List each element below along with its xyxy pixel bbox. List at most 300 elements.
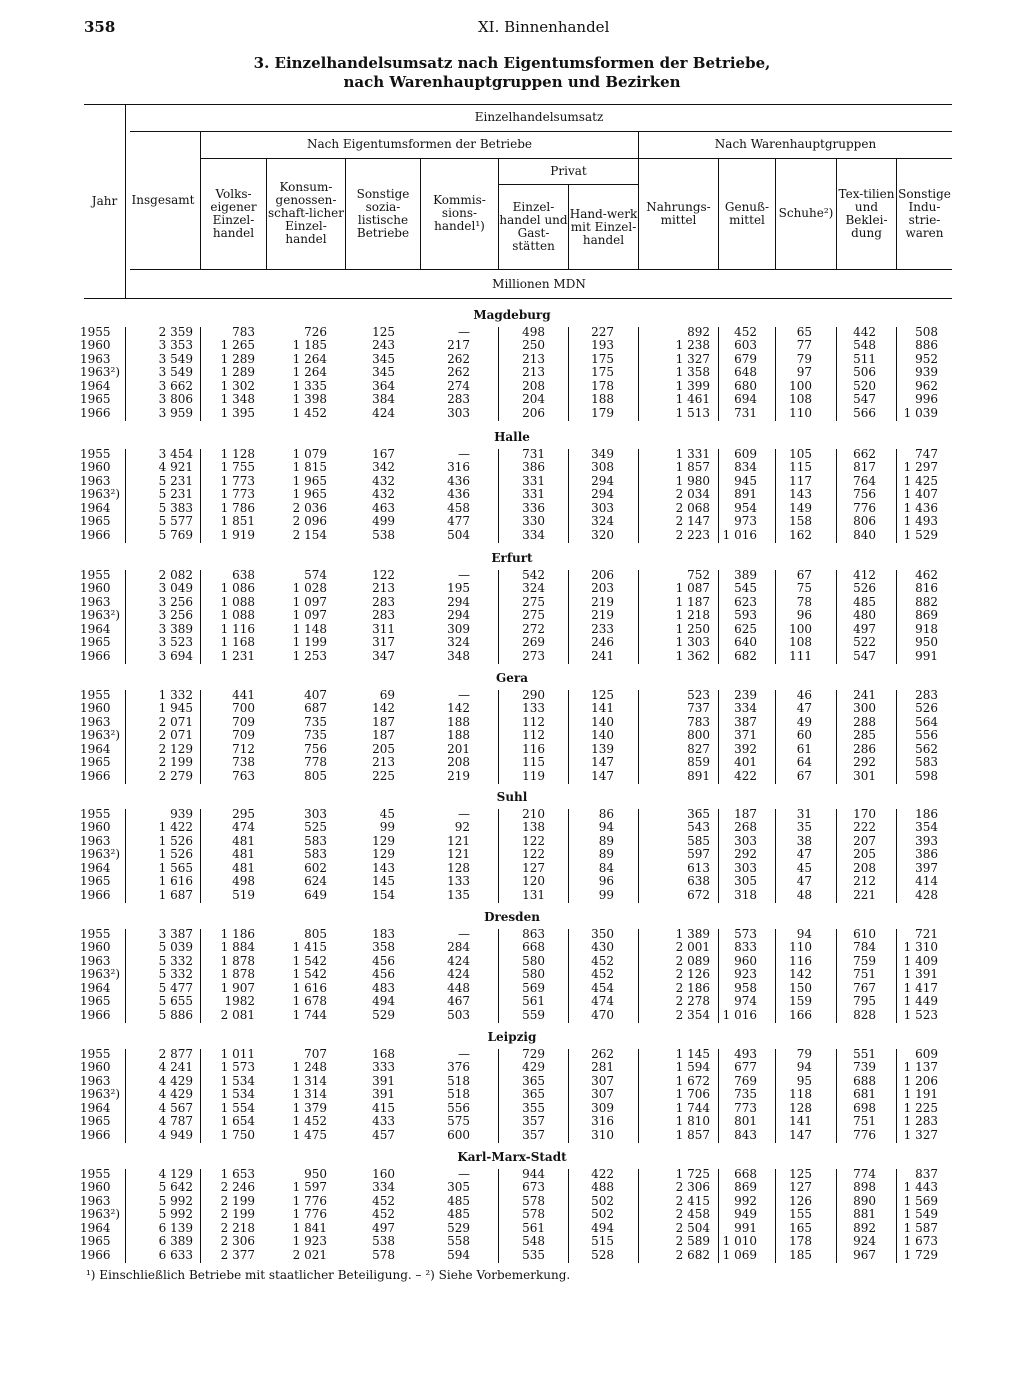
table-cell: 1 673 (903, 1234, 938, 1249)
table-cell: 131 (522, 887, 545, 902)
table-cell: 1 010 (722, 1234, 757, 1249)
table-cell: 967 (853, 1247, 876, 1262)
table-cell: 294 (591, 473, 614, 488)
table-cell: 1 565 (158, 860, 193, 875)
table-cell: 129 (372, 833, 395, 848)
table-cell: 210 (522, 807, 545, 821)
table-cell: 625 (734, 621, 757, 636)
table-cell: 566 (853, 405, 876, 420)
table-cell: 1 395 (220, 405, 255, 420)
table-cell: 1 218 (675, 608, 710, 623)
table-cell: 401 (734, 755, 757, 770)
table-cell: 991 (734, 1220, 757, 1235)
table-cell: 158 (789, 514, 812, 529)
table-cell: 188 (447, 714, 470, 729)
table-cell: 94 (598, 820, 614, 835)
table-cell: 155 (789, 1207, 812, 1222)
block-rule (775, 809, 776, 903)
table-cell: 262 (447, 351, 470, 366)
table-cell: 201 (447, 741, 470, 756)
block-rule (638, 449, 639, 543)
table-cell: 3 353 (158, 338, 193, 353)
table-cell: 79 (796, 1047, 812, 1061)
table-cell: — (458, 447, 470, 461)
table-cell: 2 154 (292, 527, 327, 542)
table-cell: 6 139 (158, 1220, 193, 1235)
table-cell: 954 (734, 500, 757, 515)
year-label: 1966 (80, 648, 111, 663)
table-cell: 526 (915, 701, 938, 716)
table-cell: 365 (522, 1073, 545, 1088)
table-cell: 547 (853, 648, 876, 663)
table-cell: 2 129 (158, 741, 193, 756)
table-cell: 5 231 (158, 473, 193, 488)
table-cell: 3 256 (158, 608, 193, 623)
table-cell: 519 (232, 887, 255, 902)
chapter-heading: XI. Binnenhandel (478, 18, 610, 36)
block-rule (200, 449, 201, 543)
table-cell: 303 (304, 807, 327, 821)
table-cell: 49 (796, 714, 812, 729)
table-cell: 140 (591, 728, 614, 743)
table-cell: 649 (304, 887, 327, 902)
table-cell: 303 (734, 833, 757, 848)
table-cell: 1 815 (292, 460, 327, 475)
table-cell: 1 116 (220, 621, 255, 636)
table-cell: 892 (853, 1220, 876, 1235)
table-cell: 389 (734, 568, 757, 582)
table-cell: 638 (232, 568, 255, 582)
year-label: 1966 (80, 768, 111, 783)
table-cell: 141 (591, 701, 614, 716)
year-label: 1965 (80, 1114, 111, 1129)
table-cell: 290 (522, 688, 545, 702)
table-cell: 1 264 (292, 365, 327, 380)
table-cell: 4 567 (158, 1100, 193, 1115)
table-cell: 311 (372, 621, 395, 636)
table-cell: 348 (447, 648, 470, 663)
table-cell: 960 (734, 953, 757, 968)
table-cell: 1 965 (292, 473, 327, 488)
table-cell: 924 (853, 1234, 876, 1249)
table-cell: 698 (853, 1100, 876, 1115)
block-rule (896, 809, 897, 903)
table-cell: 336 (522, 500, 545, 515)
table-cell: 358 (372, 940, 395, 955)
year-label: 1964 (80, 860, 111, 875)
table-cell: 2 377 (220, 1247, 255, 1262)
table-cell: 712 (232, 741, 255, 756)
table-cell: 397 (915, 860, 938, 875)
table-cell: 3 389 (158, 621, 193, 636)
table-cell: 726 (304, 325, 327, 339)
table-cell: 349 (591, 447, 614, 461)
table-cell: 452 (591, 967, 614, 982)
table-cell: 1 302 (220, 378, 255, 393)
table-cell: 1 314 (292, 1073, 327, 1088)
block-rule (498, 690, 499, 784)
table-cell: 747 (915, 447, 938, 461)
table-cell: — (458, 325, 470, 339)
table-cell: 499 (372, 514, 395, 529)
table-cell: 837 (915, 1167, 938, 1181)
table-cell: 239 (734, 688, 757, 702)
year-label: 1955 (80, 447, 111, 461)
table-cell: 738 (232, 755, 255, 770)
year-label: 1955 (80, 1167, 111, 1181)
table-cell: 31 (796, 807, 812, 821)
year-label: 1955 (80, 927, 111, 941)
table-cell: 1 493 (903, 514, 938, 529)
table-cell: 1 443 (903, 1180, 938, 1195)
table-cell: 69 (379, 688, 395, 702)
block-rule (775, 327, 776, 421)
table-cell: 5 577 (158, 514, 193, 529)
table-cell: — (458, 568, 470, 582)
table-cell: 462 (915, 568, 938, 582)
table-cell: 497 (853, 621, 876, 636)
table-cell: 305 (734, 874, 757, 889)
table-cell: 1 265 (220, 338, 255, 353)
table-cell: 149 (789, 500, 812, 515)
table-cell: 543 (687, 820, 710, 835)
table-cell: 1 415 (292, 940, 327, 955)
table-cell: 640 (734, 635, 757, 650)
table-cell: 1 314 (292, 1087, 327, 1102)
table-cell: 187 (372, 728, 395, 743)
table-cell: 817 (853, 460, 876, 475)
table-cell: 603 (734, 338, 757, 353)
table-cell: 165 (789, 1220, 812, 1235)
table-cell: 345 (372, 351, 395, 366)
table-cell: 1 332 (158, 688, 193, 702)
table-cell: 558 (447, 1234, 470, 1249)
page-number: 358 (84, 18, 116, 36)
table-cell: 456 (372, 967, 395, 982)
table-cell: 78 (796, 594, 812, 609)
table-cell: 1 225 (903, 1100, 938, 1115)
block-rule (568, 449, 569, 543)
table-cell: 334 (372, 1180, 395, 1195)
table-cell: 483 (372, 980, 395, 995)
table-cell: 1 529 (903, 527, 938, 542)
table-cell: 1 206 (903, 1073, 938, 1088)
table-cell: 424 (372, 405, 395, 420)
table-cell: 310 (591, 1127, 614, 1142)
table-cell: 283 (447, 392, 470, 407)
table-cell: 139 (591, 741, 614, 756)
table-cell: 186 (915, 807, 938, 821)
table-cell: 1 534 (220, 1087, 255, 1102)
table-cell: 805 (304, 927, 327, 941)
table-cell: 5 886 (158, 1007, 193, 1022)
table-cell: 1 148 (292, 621, 327, 636)
table-cell: 333 (372, 1060, 395, 1075)
table-cell: 1 750 (220, 1127, 255, 1142)
table-cell: 309 (447, 621, 470, 636)
table-cell: 2 218 (220, 1220, 255, 1235)
table-cell: 1 857 (675, 1127, 710, 1142)
table-cell: 429 (522, 1060, 545, 1075)
table-cell: 160 (372, 1167, 395, 1181)
table-cell: 1 011 (220, 1047, 255, 1061)
table-cell: 1 238 (675, 338, 710, 353)
block-rule (836, 929, 837, 1023)
table-cell: 1 907 (220, 980, 255, 995)
year-label: 1963²) (80, 1087, 121, 1102)
table-cell: 1 878 (220, 953, 255, 968)
column-header: Konsum-genossen-schaft-licher Einzel-handel (267, 180, 345, 246)
table-cell: 108 (789, 392, 812, 407)
table-cell: 1 327 (675, 351, 710, 366)
block-rule (836, 1049, 837, 1143)
table-cell: 783 (232, 325, 255, 339)
footnote: ¹) Einschließlich Betriebe mit staatlicher Beteiligung. – ²) Siehe Vorbemerkung. (86, 1268, 571, 1282)
table-cell: 1 773 (220, 473, 255, 488)
table-cell: 1 391 (903, 967, 938, 982)
table-cell: 574 (304, 568, 327, 582)
table-cell: 147 (789, 1127, 812, 1142)
table-cell: 952 (915, 351, 938, 366)
block-rule (836, 809, 837, 903)
table-cell: 2 354 (675, 1007, 710, 1022)
table-cell: 729 (522, 1047, 545, 1061)
table-cell: 945 (734, 473, 757, 488)
table-cell: 175 (591, 365, 614, 380)
table-cell: 638 (687, 874, 710, 889)
region-heading: Leipzig (487, 1030, 537, 1044)
table-cell: 721 (915, 927, 938, 941)
table-cell: 609 (734, 447, 757, 461)
table-cell: 1 425 (903, 473, 938, 488)
table-cell: 756 (853, 487, 876, 502)
table-cell: 392 (734, 741, 757, 756)
block-rule (200, 1049, 201, 1143)
block-rule (125, 809, 126, 903)
region-heading: Gera (496, 671, 528, 685)
header-privat: Privat (550, 163, 587, 178)
table-cell: 737 (687, 701, 710, 716)
block-rule (836, 690, 837, 784)
table-cell: 1 725 (675, 1167, 710, 1181)
table-cell: 843 (734, 1127, 757, 1142)
year-label: 1964 (80, 378, 111, 393)
table-cell: 110 (789, 405, 812, 420)
table-cell: 529 (372, 1007, 395, 1022)
table-cell: 168 (372, 1047, 395, 1061)
block-rule (568, 809, 569, 903)
table-cell: 89 (598, 833, 614, 848)
block-rule (498, 1049, 499, 1143)
block-rule (638, 1169, 639, 1263)
table-cell: 100 (789, 378, 812, 393)
table-cell: 1 786 (220, 500, 255, 515)
table-cell: 143 (789, 487, 812, 502)
year-label: 1966 (80, 1247, 111, 1262)
table-cell: 3 523 (158, 635, 193, 650)
table-cell: 700 (232, 701, 255, 716)
column-header: Schuhe²) (778, 206, 834, 220)
table-cell: 795 (853, 994, 876, 1009)
table-cell: 204 (522, 392, 545, 407)
table-cell: 707 (304, 1047, 327, 1061)
table-cell: 840 (853, 527, 876, 542)
table-cell: 110 (789, 940, 812, 955)
year-label: 1966 (80, 527, 111, 542)
table-cell: 99 (598, 887, 614, 902)
table-cell: 274 (447, 378, 470, 393)
table-cell: 320 (591, 527, 614, 542)
column-header: Volks-eigener Einzel-handel (210, 186, 257, 240)
block-rule (125, 570, 126, 664)
table-cell: 128 (789, 1100, 812, 1115)
table-cell: 498 (232, 874, 255, 889)
table-cell: 111 (789, 648, 812, 663)
table-cell: 422 (734, 768, 757, 783)
table-cell: 709 (232, 728, 255, 743)
table-cell: 2 089 (675, 953, 710, 968)
table-cell: 187 (372, 714, 395, 729)
table-cell: 1 039 (903, 405, 938, 420)
table-cell: 292 (853, 755, 876, 770)
year-label: 1965 (80, 1234, 111, 1249)
table-cell: 100 (789, 621, 812, 636)
table-cell: 892 (687, 325, 710, 339)
block-rule (836, 1169, 837, 1263)
table-cell: 1 923 (292, 1234, 327, 1249)
block-rule (718, 570, 719, 664)
table-cell: 731 (734, 405, 757, 420)
table-cell: 97 (796, 365, 812, 380)
table-cell: 2 071 (158, 728, 193, 743)
table-cell: 1 573 (220, 1060, 255, 1075)
table-cell: 597 (687, 847, 710, 862)
block-rule (836, 449, 837, 543)
table-cell: 96 (598, 874, 614, 889)
block-rule (718, 690, 719, 784)
table-cell: 143 (372, 860, 395, 875)
table-cell: 126 (789, 1193, 812, 1208)
table-cell: 470 (591, 1007, 614, 1022)
table-cell: 167 (372, 447, 395, 461)
block-rule (718, 929, 719, 1023)
table-cell: 535 (522, 1247, 545, 1262)
table-cell: 1 549 (903, 1207, 938, 1222)
table-cell: 1 841 (292, 1220, 327, 1235)
table-cell: 147 (591, 755, 614, 770)
table-cell: 869 (915, 608, 938, 623)
table-cell: 430 (591, 940, 614, 955)
table-cell: 828 (853, 1007, 876, 1022)
block-rule (896, 1049, 897, 1143)
table-cell: 1 554 (220, 1100, 255, 1115)
table-cell: 1 362 (675, 648, 710, 663)
table-cell: 1 303 (675, 635, 710, 650)
table-cell: 415 (372, 1100, 395, 1115)
table-cell: 138 (522, 820, 545, 835)
block-rule (125, 327, 126, 421)
table-cell: 1 706 (675, 1087, 710, 1102)
table-cell: 2 306 (220, 1234, 255, 1249)
table-cell: 355 (522, 1100, 545, 1115)
table-cell: 371 (734, 728, 757, 743)
table-cell: 205 (853, 847, 876, 862)
table-cell: 556 (915, 728, 938, 743)
table-cell: 118 (789, 1087, 812, 1102)
table-cell: 294 (447, 608, 470, 623)
table-cell: 391 (372, 1087, 395, 1102)
table-cell: 3 549 (158, 351, 193, 366)
table-cell: 763 (232, 768, 255, 783)
table-cell: 1 289 (220, 351, 255, 366)
table-cell: 547 (853, 392, 876, 407)
table-cell: 116 (522, 741, 545, 756)
year-label: 1960 (80, 701, 111, 716)
table-cell: 682 (734, 648, 757, 663)
table-cell: 5 992 (158, 1193, 193, 1208)
table-cell: 2 034 (675, 487, 710, 502)
year-label: 1955 (80, 325, 111, 339)
table-cell: 316 (447, 460, 470, 475)
year-label: 1965 (80, 755, 111, 770)
table-cell: — (458, 807, 470, 821)
table-cell: 1 597 (292, 1180, 327, 1195)
table-cell: 5 477 (158, 980, 193, 995)
table-cell: 833 (734, 940, 757, 955)
block-rule (200, 570, 201, 664)
block-rule (498, 449, 499, 543)
table-cell: 6 389 (158, 1234, 193, 1249)
table-cell: 1 335 (292, 378, 327, 393)
table-cell: 1 449 (903, 994, 938, 1009)
table-cell: 292 (734, 847, 757, 862)
table-cell: 193 (591, 338, 614, 353)
table-cell: 281 (591, 1060, 614, 1075)
table-cell: 580 (522, 953, 545, 968)
table-cell: 142 (447, 701, 470, 716)
table-cell: 330 (522, 514, 545, 529)
block-rule (568, 1049, 569, 1143)
table-cell: 2 068 (675, 500, 710, 515)
table-cell: 46 (796, 688, 812, 702)
table-cell: 273 (522, 648, 545, 663)
table-cell: 357 (522, 1127, 545, 1142)
table-cell: 497 (372, 1220, 395, 1235)
block-rule (718, 327, 719, 421)
table-cell: 203 (591, 581, 614, 596)
table-cell: 67 (796, 768, 812, 783)
table-cell: 303 (591, 500, 614, 515)
table-cell: 5 655 (158, 994, 193, 1009)
table-cell: 457 (372, 1127, 395, 1142)
table-cell: 272 (522, 621, 545, 636)
year-label: 1964 (80, 621, 111, 636)
region-heading: Karl-Marx-Stadt (457, 1150, 567, 1164)
column-header: Hand-werk mit Einzel-handel (569, 206, 638, 247)
block-rule (498, 809, 499, 903)
table-cell: 3 959 (158, 405, 193, 420)
table-cell: 3 662 (158, 378, 193, 393)
table-cell: 488 (591, 1180, 614, 1195)
table-cell: 1 980 (675, 473, 710, 488)
year-label: 1964 (80, 1100, 111, 1115)
block-rule (568, 570, 569, 664)
region-heading: Dresden (484, 910, 540, 924)
block-rule (836, 327, 837, 421)
table-cell: 681 (853, 1087, 876, 1102)
table-cell: 175 (591, 351, 614, 366)
table-cell: 350 (591, 927, 614, 941)
